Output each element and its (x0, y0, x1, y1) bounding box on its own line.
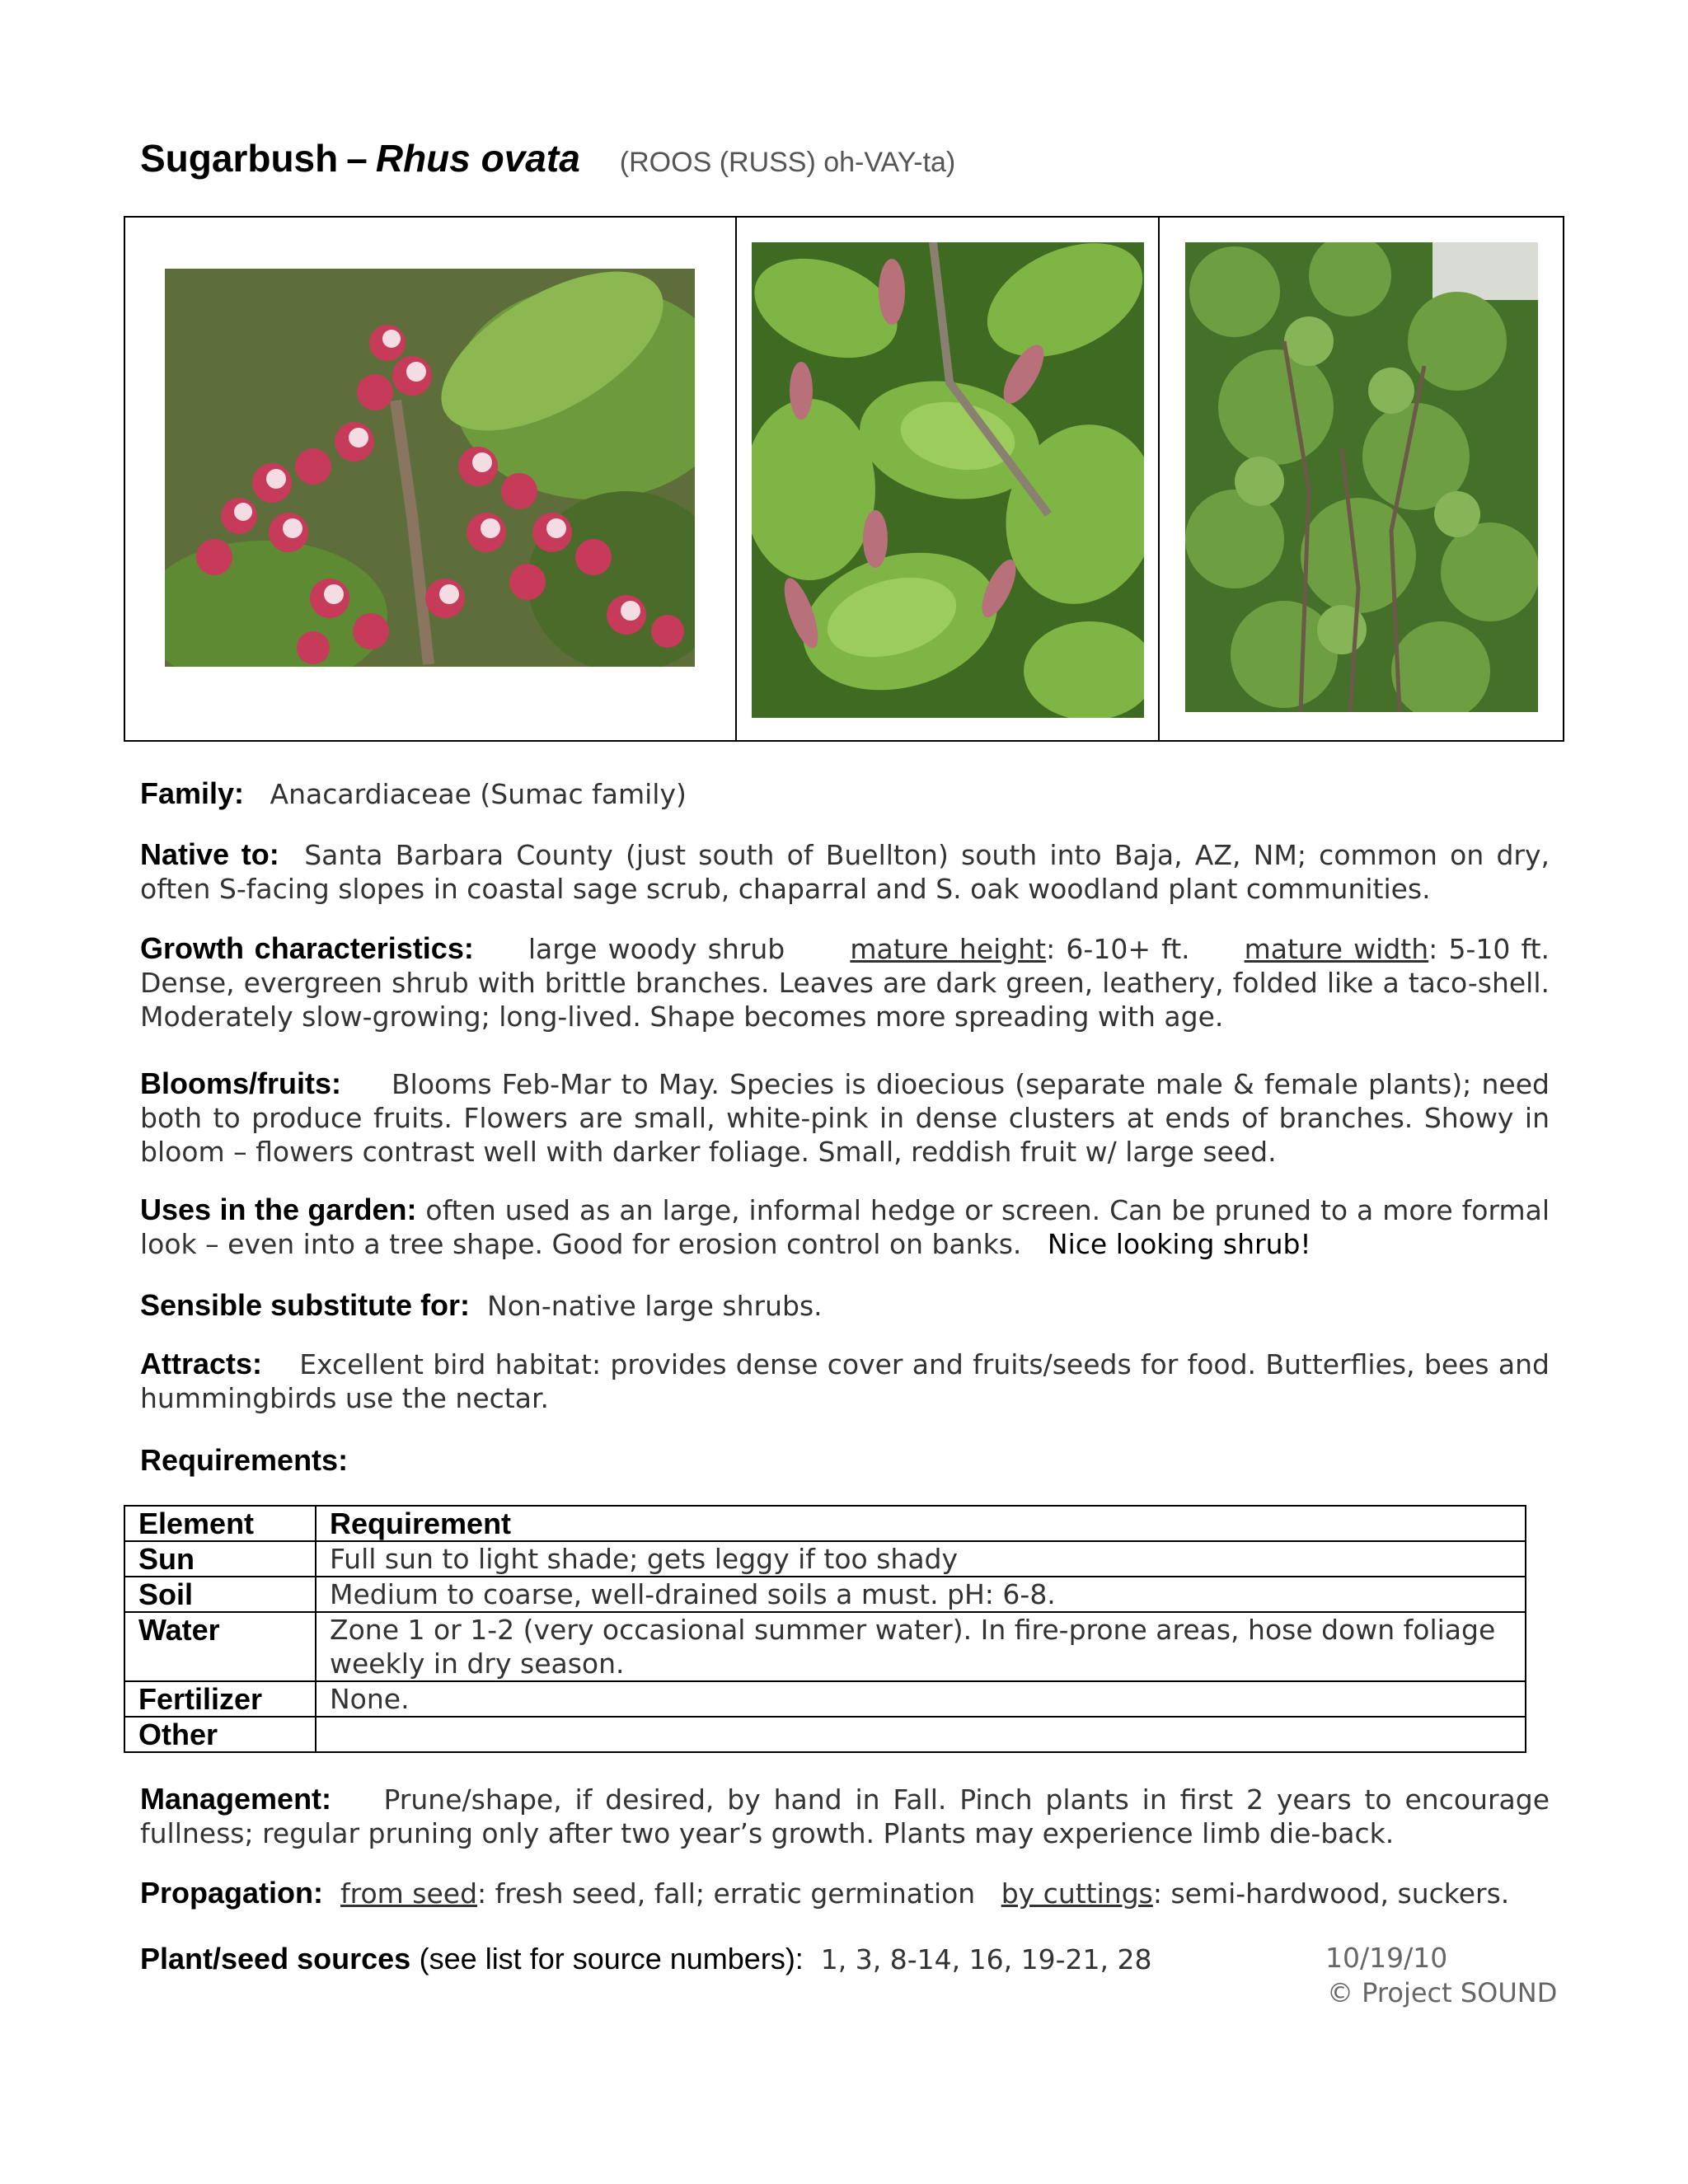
sources-label: Plant/seed sources (140, 1942, 411, 1975)
header-requirement: Requirement (316, 1506, 1526, 1541)
propagation-label: Propagation: (140, 1876, 323, 1910)
pronunciation: (ROOS (RUSS) oh-VAY-ta) (619, 147, 956, 178)
uses-highlight: Nice looking shrub! (1047, 1228, 1311, 1260)
row-element: Sun (124, 1541, 316, 1577)
table-header-row (124, 1506, 1526, 1541)
common-name: Sugarbush (140, 137, 339, 180)
mature-width-label: mature width (1244, 933, 1429, 965)
substitute-text: Non-native large shrubs. (487, 1290, 823, 1322)
row-requirement: Zone 1 or 1-2 (very occasional summer water). In fire-prone areas, hose down foliage weekly in dry season. (316, 1612, 1526, 1681)
native-section (140, 837, 1550, 906)
row-requirement (316, 1717, 1526, 1752)
row-requirement: Full sun to light shade; gets leggy if too shady (316, 1541, 1526, 1577)
row-requirement: Medium to coarse, well-drained soils a must. pH: 6-8. (316, 1577, 1526, 1612)
photo-strip (124, 216, 1564, 742)
management-label: Management: (140, 1782, 332, 1816)
copyright: © Project SOUND (1327, 1977, 1558, 2008)
uses-text: often used as an large, informal hedge or screen. Can be pruned to a more formal look – even into a tree shape. Good for erosion control on banks. (140, 1194, 1550, 1260)
requirements-label: Requirements: (140, 1443, 349, 1477)
mature-height-label: mature height (850, 933, 1047, 965)
leaves-and-buds-photo (752, 242, 1144, 718)
family-text: Anacardiaceae (Sumac family) (270, 778, 687, 810)
substitute-section (140, 1288, 1550, 1323)
sheet-date: 10/19/10 (1325, 1942, 1448, 1974)
header-element: Element (124, 1506, 316, 1541)
by-cuttings-text: : semi-hardwood, suckers. (1152, 1877, 1510, 1910)
table-row (124, 1717, 1526, 1752)
mature-width-value: : 5-10 ft. (1428, 933, 1550, 965)
management-section (140, 1782, 1550, 1850)
uses-label: Uses in the garden: (140, 1193, 417, 1226)
photo-divider (1158, 218, 1160, 740)
from-seed-label: from seed (340, 1877, 478, 1910)
row-element: Other (124, 1717, 316, 1752)
scientific-name: Rhus ovata (375, 137, 580, 180)
flower-cluster-photo (165, 269, 695, 667)
photo-divider (735, 218, 737, 740)
growth-type: large woody shrub (528, 933, 785, 965)
row-requirement: None. (316, 1681, 1526, 1717)
growth-section (140, 931, 1550, 1033)
table-row (124, 1612, 1526, 1681)
table-row (124, 1541, 1526, 1577)
attracts-text: Excellent bird habitat: provides dense cover and fruits/seeds for food. Butterflies, bees and hummingbirds use the nectar. (140, 1348, 1550, 1414)
native-label: Native to: (140, 837, 279, 871)
title-dash: – (346, 137, 368, 180)
by-cuttings-label: by cuttings (1001, 1877, 1153, 1910)
page-title (140, 136, 955, 180)
attracts-label: Attracts: (140, 1347, 263, 1380)
growth-label: Growth characteristics: (140, 931, 474, 965)
propagation-section (140, 1876, 1550, 1910)
management-text: Prune/shape, if desired, by hand in Fall. Pinch plants in first 2 years to encourage fullness; regular pruning only after two year’s growth. Plants may experience limb die-back. (140, 1783, 1550, 1849)
blooms-section (140, 1066, 1550, 1169)
blooms-text: Blooms Feb-Mar to May. Species is dioecious (separate male & female plants); need both to produce fruits. Flowers are small, white-pink in dense clusters at ends of branches. Showy in bloom – flowers contrast well with darker foliage. Small, reddish fruit w/ large seed. (140, 1068, 1550, 1168)
requirements-table (124, 1505, 1526, 1753)
sources-note: (see list for source numbers): (419, 1942, 804, 1975)
table-row (124, 1577, 1526, 1612)
sources-section (140, 1942, 1294, 1976)
native-text: Santa Barbara County (just south of Buellton) south into Baja, AZ, NM; common on dry, often S-facing slopes in coastal sage scrub, chaparral and S. oak woodland plant communities. (140, 839, 1550, 905)
sources-text: 1, 3, 8-14, 16, 19-21, 28 (820, 1943, 1152, 1975)
row-element: Soil (124, 1577, 316, 1612)
requirements-section (140, 1443, 1550, 1478)
table-row (124, 1681, 1526, 1717)
row-element: Water (124, 1612, 316, 1681)
substitute-label: Sensible substitute for: (140, 1288, 471, 1322)
from-seed-text: : fresh seed, fall; erratic germination (477, 1877, 976, 1910)
row-element: Fertilizer (124, 1681, 316, 1717)
mature-height-value: : 6-10+ ft. (1046, 933, 1190, 965)
attracts-section (140, 1347, 1550, 1415)
growth-text: Dense, evergreen shrub with brittle branches. Leaves are dark green, leathery, folded like a taco-shell. Moderately slow-growing; long-lived. Shape becomes more spreading with age. (140, 967, 1550, 1033)
shrub-habit-photo (1185, 242, 1538, 712)
blooms-label: Blooms/fruits: (140, 1066, 342, 1100)
family-label: Family: (140, 776, 245, 810)
uses-section (140, 1193, 1550, 1261)
family-section (140, 776, 1550, 811)
